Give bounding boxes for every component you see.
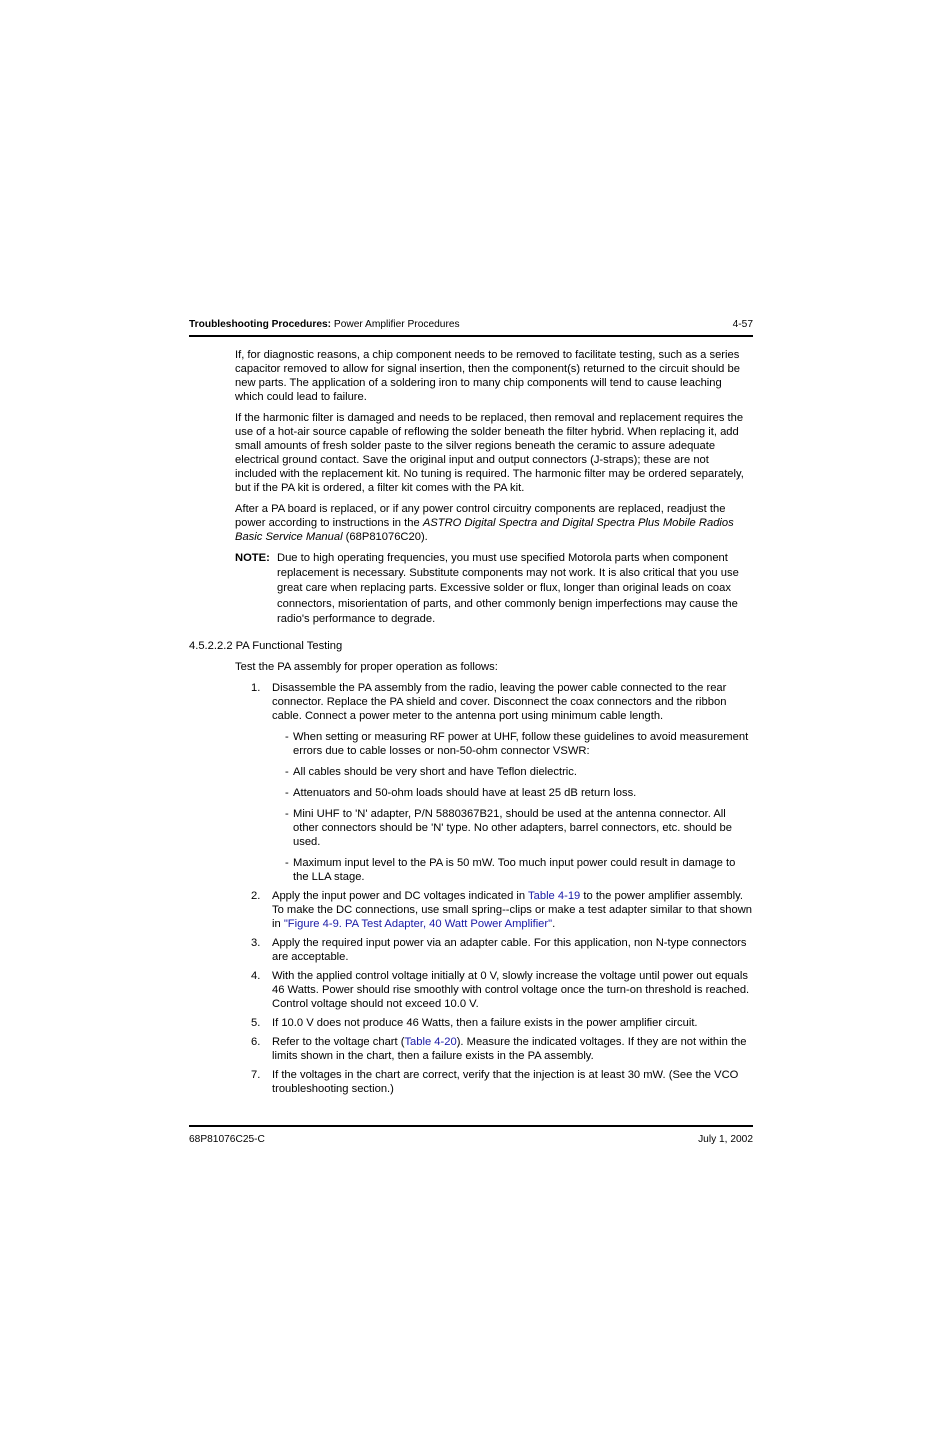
step-text-b: ). Measure the indicated voltages. If they are not within the limits shown in the chart, then a failure exists in the PA assembly. — [272, 1036, 747, 1063]
guideline-text: All cables should be very short and have Teflon dielectric. — [293, 766, 577, 779]
step-text: Disassemble the PA assembly from the radio, leaving the power cable connected to the rear connector. Replace the PA shield and cover. Disconnect the coax connectors and the ribbon cable. Connect a power meter to the antenna port using minimum cable length. — [272, 682, 727, 723]
guideline-text: Mini UHF to 'N' adapter, P/N 5880367B21, should be used at the antenna connector. All other connectors should be 'N' type. No other adapters, barrel connectors, etc. should be used. — [293, 808, 732, 849]
dash-bullet: - — [285, 731, 289, 744]
guideline-item — [285, 856, 753, 884]
paragraph-chip-component: If, for diagnostic reasons, a chip component needs to be removed to facilitate testing, such as a series capacitor removed to allow for signal insertion, then the component(s) returned to the circuit should be new parts. The application of a soldering iron to many chip components will tend to cause leaching which could lead to failure. — [235, 349, 740, 403]
step-body — [272, 1035, 753, 1063]
paragraph-pa-replacement-a: After a PA board is replaced, or if any power control circuitry components are replaced, readjust the power according to instructions in the — [235, 503, 726, 529]
figure-4-9-link[interactable]: "Figure 4-9. PA Test Adapter, 40 Watt Power Amplifier" — [283, 918, 553, 931]
step-number: 3. — [251, 937, 261, 950]
page-header — [189, 318, 753, 332]
step-2 — [251, 889, 753, 931]
header-section-title — [189, 318, 460, 332]
guideline-item — [285, 807, 753, 849]
footer-doc-number: 68P81076C25-C — [189, 1134, 265, 1145]
guideline-item — [285, 765, 753, 779]
footer-date: July 1, 2002 — [698, 1134, 753, 1145]
note-label: NOTE: — [235, 552, 270, 564]
page-content — [189, 348, 753, 1101]
step-number: 2. — [251, 890, 261, 903]
step-text-a: Apply the input power and DC voltages indicated in — [272, 890, 529, 903]
footer-rule — [189, 1125, 753, 1127]
step-3 — [251, 936, 753, 964]
dash-bullet: - — [285, 787, 289, 800]
guidelines-list — [285, 730, 753, 884]
note-block — [235, 551, 753, 627]
step-number: 7. — [251, 1069, 261, 1082]
dash-bullet: - — [285, 857, 289, 870]
header-page-number: 4-57 — [732, 319, 753, 330]
section-heading: 4.5.2.2.2 PA Functional Testing — [189, 640, 343, 653]
table-4-20-link[interactable]: Table 4-20 — [404, 1036, 457, 1049]
step-5 — [251, 1016, 753, 1030]
step-text: If the voltages in the chart are correct, verify that the injection is at least 30 mW. (See the VCO troubleshooting section.) — [272, 1069, 739, 1096]
step-number: 1. — [251, 682, 261, 695]
step-text-c: . — [552, 918, 556, 931]
guideline-text: Maximum input level to the PA is 50 mW. Too much input power could result in damage to the LLA stage. — [293, 857, 736, 884]
guideline-text: When setting or measuring RF power at UHF, follow these guidelines to avoid measurement errors due to cable losses or non-50-ohm connector VSWR: — [293, 731, 749, 758]
step-number: 4. — [251, 970, 261, 983]
step-text: With the applied control voltage initially at 0 V, slowly increase the voltage until power out equals 46 Watts. Power should rise smoothly with control voltage once the turn-on threshold is reached. Control voltage should not exceed 10.0 V. — [272, 970, 750, 1011]
dash-bullet: - — [285, 808, 289, 821]
step-text-b: to the power amplifier assembly. To make the DC connections, use small spring--clips or make a test adapter similar to that shown in — [272, 890, 753, 931]
test-steps-list — [251, 681, 753, 1096]
guideline-item — [285, 786, 753, 800]
step-text: Apply the required input power via an adapter cable. For this application, non N-type connectors are acceptable. — [272, 937, 747, 964]
step-text-a: Refer to the voltage chart ( — [272, 1036, 405, 1049]
paragraph-harmonic-filter: If the harmonic filter is damaged and needs to be replaced, then removal and replacement requires the use of a hot-air source capable of reflowing the solder beneath the filter hybrid. When replacing it, add small amounts of fresh solder paste to the silver regions beneath the ceramic to assure adequate electrical ground contact. Save the original input and output connectors (J-straps); these are not included with the replacement kit. No tuning is required. The harmonic filter may be ordered separately, but if the PA kit is ordered, a filter kit comes with the PA kit. — [235, 412, 744, 494]
manual-title-reference: ASTRO Digital Spectra and Digital Spectra Plus Mobile Radios Basic Service Manual — [235, 517, 734, 543]
step-body — [272, 889, 753, 931]
page-footer — [189, 1133, 753, 1147]
table-4-19-link[interactable]: Table 4-19 — [528, 890, 581, 903]
step-7 — [251, 1068, 753, 1096]
guideline-text: Attenuators and 50-ohm loads should have at least 25 dB return loss. — [293, 787, 637, 800]
paragraph-pa-replacement-b: (68P81076C20). — [342, 531, 428, 543]
dash-bullet: - — [285, 766, 289, 779]
step-text: If 10.0 V does not produce 46 Watts, then a failure exists in the power amplifier circuit. — [272, 1017, 698, 1030]
header-rule — [189, 335, 753, 337]
header-section-rest: Power Amplifier Procedures — [331, 319, 460, 330]
step-number: 6. — [251, 1036, 261, 1049]
paragraph-pa-replacement — [235, 502, 753, 544]
step-6 — [251, 1035, 753, 1063]
guideline-item — [285, 730, 753, 758]
note-text: Due to high operating frequencies, you must use specified Motorola parts when component replacement is necessary. Substitute components may not work. It is also critical that you use great care when replacing parts. Excessive solder or flux, longer than original leads on coax connectors, misorientation of parts, and other commonly benign imperfections may cause the radio's performance to degrade. — [277, 552, 739, 625]
step-body — [272, 681, 753, 884]
section-intro: Test the PA assembly for proper operation as follows: — [235, 661, 498, 674]
step-1 — [251, 681, 753, 884]
header-section-bold: Troubleshooting Procedures: — [189, 319, 332, 330]
step-number: 5. — [251, 1017, 261, 1030]
step-4 — [251, 969, 753, 1011]
